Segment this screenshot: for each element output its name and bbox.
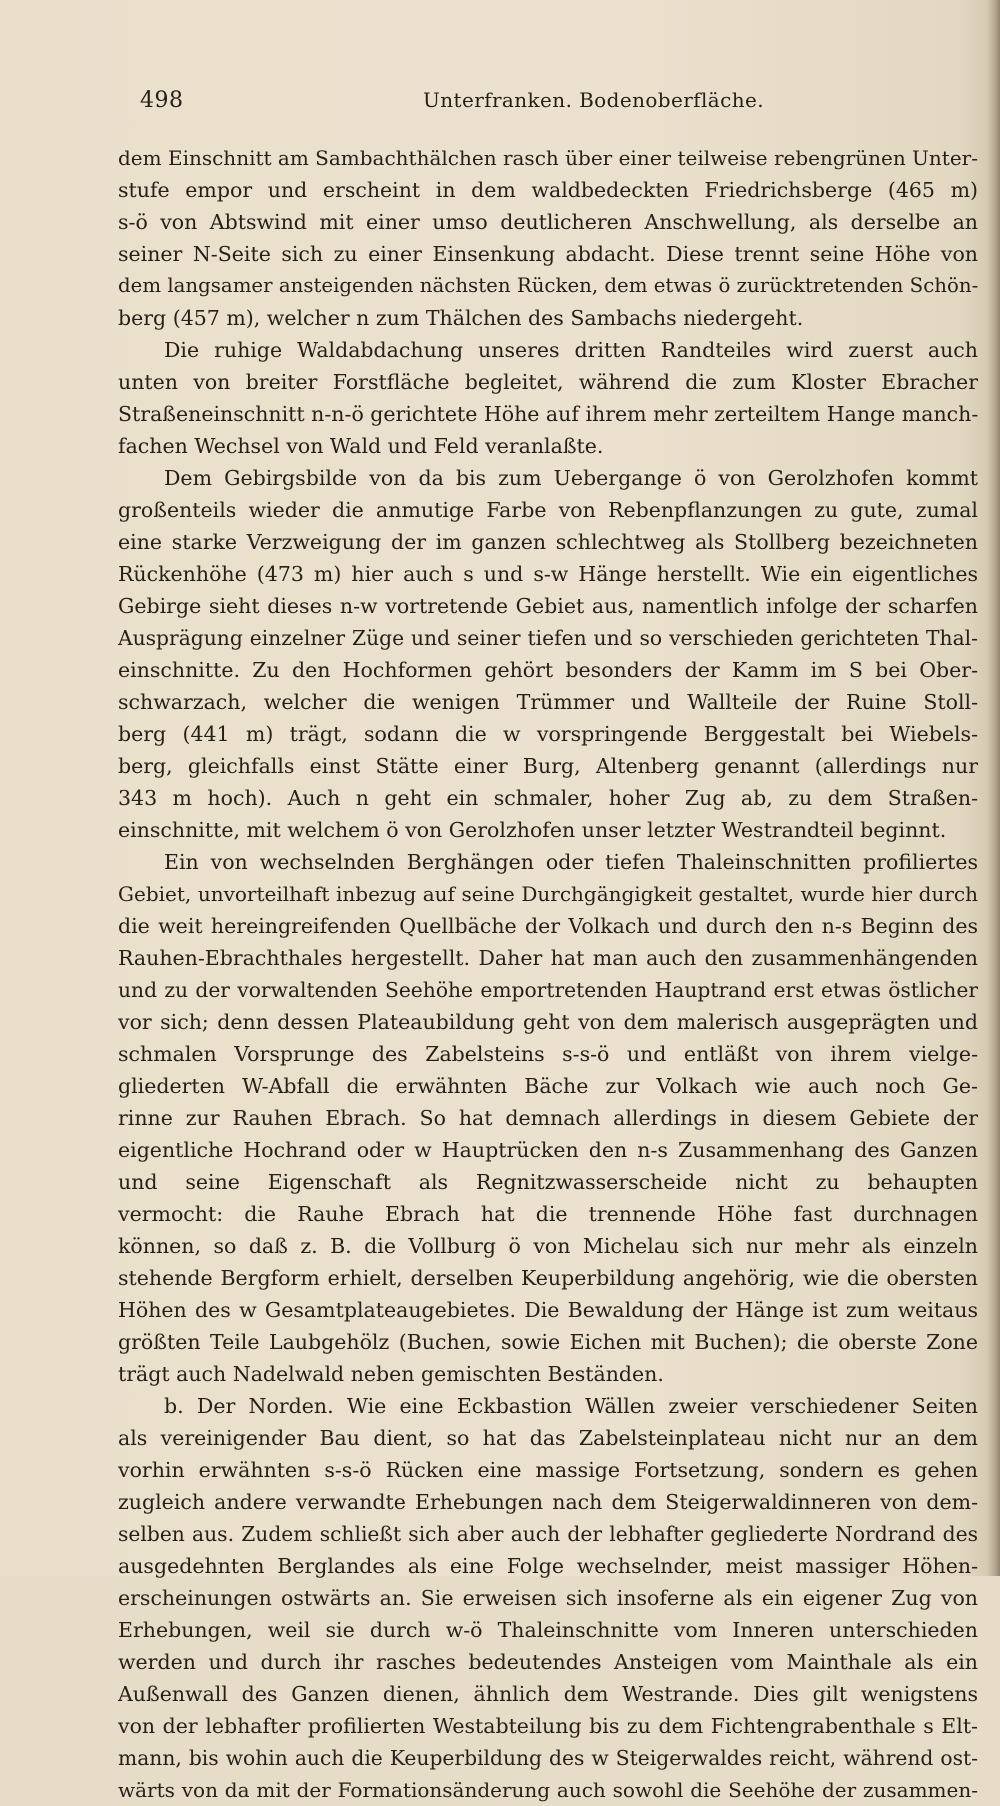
text-line: Ein von wechselnden Berghängen oder tiefen Thaleinschnitten profiliertes [164,850,978,874]
text-line: eine starke Verzweigung der im ganzen schlechtweg als Stollberg bezeichneten [118,530,978,554]
text-line: stufe empor und erscheint in dem waldbedeckten Friedrichsberge (465 m) [118,178,978,202]
text-line: Außenwall des Ganzen dienen, ähnlich dem Westrande. Dies gilt wenigstens [118,1682,978,1706]
text-line: vor sich; denn dessen Plateaubildung geht von dem malerisch ausgeprägten und [118,1010,978,1034]
text-line: s-ö von Abtswind mit einer umso deutlicheren Anschwellung, als derselbe an [118,210,978,234]
text-line: einschnitte. Zu den Hochformen gehört besonders der Kamm im S bei Ober- [118,658,978,682]
text-line: Gebiet, unvorteilhaft inbezug auf seine Durchgängigkeit gestaltet, wurde hier durch [118,882,978,906]
text-line: als vereinigender Bau dient, so hat das Zabelsteinplateau nicht nur an dem [118,1426,978,1450]
text-line: schwarzach, welcher die wenigen Trümmer und Wallteile der Ruine Stoll- [118,690,978,714]
text-line: ausgedehnten Berglandes als eine Folge wechselnder, meist massiger Höhen- [118,1554,978,1578]
text-line: dem Einschnitt am Sambachthälchen rasch über einer teilweise rebengrünen Unter- [118,146,978,170]
text-line: trägt auch Nadelwald neben gemischten Beständen. [118,1362,664,1386]
text-line: Gebirge sieht dieses n-w vortretende Gebiet aus, namentlich infolge der scharfen [118,594,978,618]
text-line: berg, gleichfalls einst Stätte einer Burg, Altenberg genannt (allerdings nur [118,754,978,778]
text-line: werden und durch ihr rasches bedeutendes Ansteigen vom Mainthale als ein [118,1650,978,1674]
text-line: von der lebhafter profilierten Westabteilung bis zu dem Fichtengrabenthale s Elt- [118,1714,978,1738]
text-line: stehende Bergform erhielt, derselben Keuperbildung angehörig, wie die obersten [118,1266,978,1290]
page-number: 498 [140,88,184,113]
text-line: können, so daß z. B. die Vollburg ö von Michelau sich nur mehr als einzeln [118,1234,978,1258]
text-line: Höhen des w Gesamtplateaugebietes. Die Bewaldung der Hänge ist zum weitaus [118,1298,978,1322]
text-line: schmalen Vorsprunge des Zabelsteins s-s-ö und entläßt von ihrem vielge- [118,1042,978,1066]
text-line: Die ruhige Waldabdachung unseres dritten Randteiles wird zuerst auch [164,338,978,362]
text-line: und seine Eigenschaft als Regnitzwasserscheide nicht zu behaupten [118,1170,978,1194]
text-line: eigentliche Hochrand oder w Hauptrücken den n-s Zusammenhang des Ganzen [118,1138,978,1162]
text-line: berg (441 m) trägt, sodann die w vorspringende Berggestalt bei Wiebels- [118,722,978,746]
running-head: Unterfranken. Bodenoberfläche. [423,88,764,112]
text-line: b. Der Norden. Wie eine Eckbastion Wällen zweier verschiedener Seiten [164,1394,978,1418]
text-line: wärts von da mit der Formationsänderung auch sowohl die Seehöhe der zusammen- [118,1778,978,1802]
text-line: seiner N-Seite sich zu einer Einsenkung abdacht. Diese trennt seine Höhe von [118,242,978,266]
text-line: großenteils wieder die anmutige Farbe von Rebenpflanzungen zu gute, zumal [118,498,978,522]
text-line: und zu der vorwaltenden Seehöhe emportretenden Hauptrand erst etwas östlicher [118,978,978,1002]
text-line: berg (457 m), welcher n zum Thälchen des Sambachs niedergeht. [118,306,804,330]
text-line: erscheinungen ostwärts an. Sie erweisen sich insoferne als ein eigener Zug von [118,1586,978,1610]
text-line: Straßeneinschnitt n-n-ö gerichtete Höhe auf ihrem mehr zerteiltem Hange manch- [118,402,978,426]
text-line: dem langsamer ansteigenden nächsten Rücken, dem etwas ö zurücktretenden Schön- [118,274,978,297]
text-line: selben aus. Zudem schließt sich aber auch der lebhafter gegliederte Nordrand des [118,1522,978,1546]
text-line: Ausprägung einzelner Züge und seiner tiefen und so verschieden gerichteten Thal- [118,626,978,650]
text-line: mann, bis wohin auch die Keuperbildung des w Steigerwaldes reicht, während ost- [118,1746,978,1770]
text-line: Rückenhöhe (473 m) hier auch s und s-w Hänge herstellt. Wie ein eigentliches [118,562,978,586]
page-edge [986,0,1000,1576]
text-line: die weit hereingreifenden Quellbäche der Volkach und durch den n-s Beginn des [118,914,978,938]
text-line: gliederten W-Abfall die erwähnten Bäche zur Volkach wie auch noch Ge- [118,1074,978,1098]
text-line: unten von breiter Forstfläche begleitet, während die zum Kloster Ebracher [118,370,978,394]
page-header [140,84,970,120]
text-line: Dem Gebirgsbilde von da bis zum Uebergange ö von Gerolzhofen kommt [164,466,978,490]
text-line: vorhin erwähnten s-s-ö Rücken eine massige Fortsetzung, sondern es gehen [118,1458,978,1482]
text-line: Erhebungen, weil sie durch w-ö Thaleinschnitte vom Inneren unterschieden [118,1618,978,1642]
text-line: größten Teile Laubgehölz (Buchen, sowie Eichen mit Buchen); die oberste Zone [118,1330,978,1354]
body-text [118,142,978,1806]
text-line: fachen Wechsel von Wald und Feld veranlaßte. [118,434,604,458]
text-line: Rauhen-Ebrachthales hergestellt. Daher hat man auch den zusammenhängenden [118,946,978,970]
text-line: vermocht: die Rauhe Ebrach hat die trennende Höhe fast durchnagen [118,1202,978,1226]
text-line: rinne zur Rauhen Ebrach. So hat demnach allerdings in diesem Gebiete der [118,1106,978,1130]
text-line: einschnitte, mit welchem ö von Gerolzhofen unser letzter Westrandteil beginnt. [118,818,947,842]
text-line: zugleich andere verwandte Erhebungen nach dem Steigerwaldinneren von dem- [118,1490,978,1514]
text-line: 343 m hoch). Auch n geht ein schmaler, hoher Zug ab, zu dem Straßen- [118,786,978,810]
